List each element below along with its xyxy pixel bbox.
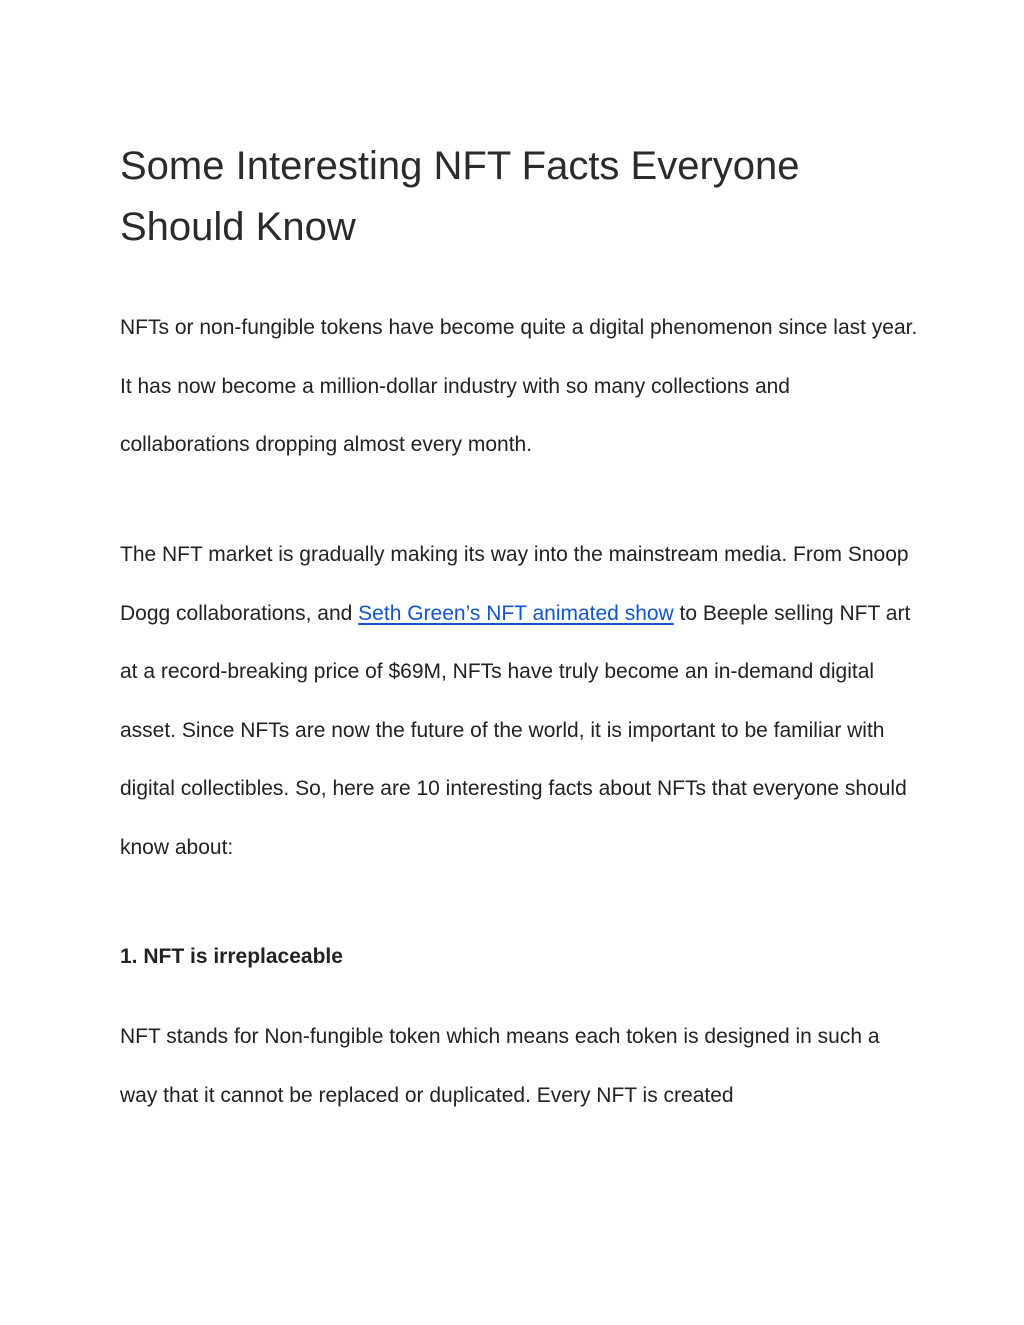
- document-title: Some Interesting NFT Facts Everyone Should Know: [120, 144, 800, 249]
- market-text-before-link: The NFT market is gradually making its way into the mainstream media. From Snoop Dogg collaborations, and: [120, 543, 909, 625]
- market-text-after-link: to Beeple selling NFT art at a record-breaking price of $69M, NFTs have truly become an in-demand digital asset. Since NFTs are now the future of the world, it is important to be familiar with digital collectibles. So, here are 10 interesting facts about NFTs that everyone should know about:: [120, 601, 911, 859]
- section-1-heading: 1. NFT is irreplaceable: [120, 945, 343, 968]
- seth-green-show-link[interactable]: Seth Green’s NFT animated show: [358, 601, 674, 625]
- market-paragraph: [120, 526, 920, 878]
- section-1-body: NFT stands for Non-fungible token which means each token is designed in such a way that it cannot be replaced or duplicated. Every NFT is created: [120, 1025, 880, 1107]
- intro-paragraph: NFTs or non-fungible tokens have become quite a digital phenomenon since last year. It has now become a million-dollar industry with so many collections and collaborations dropping almost every month.: [120, 316, 918, 457]
